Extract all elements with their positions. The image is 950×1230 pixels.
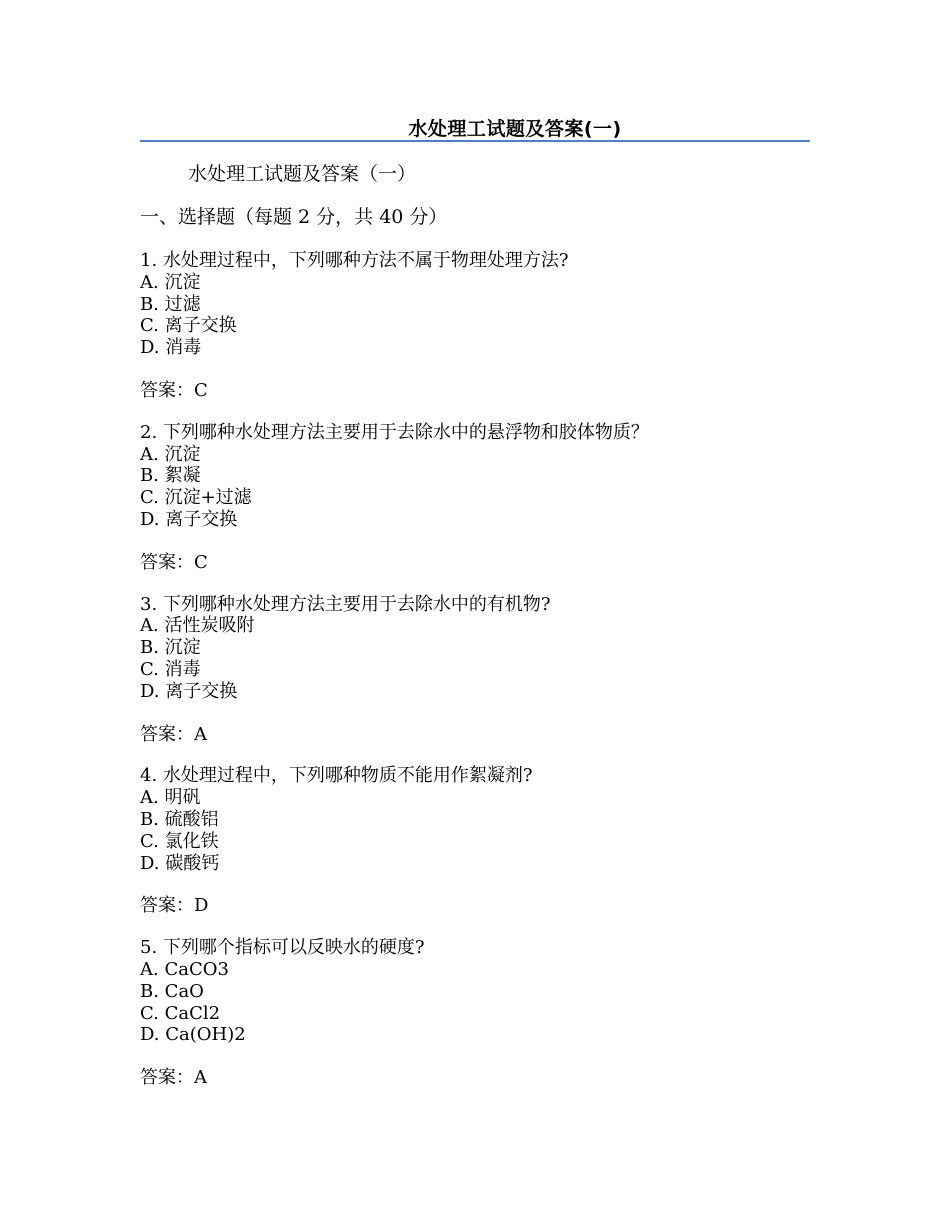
option-c: C. 消毒 [140,658,201,680]
answer: 答案：C [140,551,208,573]
question-text: 1. 水处理过程中，下列哪种方法不属于物理处理方法? [140,250,569,271]
option-b: B. CaO [140,980,204,1002]
option-c: C. 氯化铁 [140,830,219,852]
option-b: B. 过滤 [140,293,201,315]
option-d: D. Ca(OH)2 [140,1024,246,1046]
option-d: D. 消毒 [140,337,202,359]
option-d: D. 离子交换 [140,680,238,702]
option-c: C. CaCl2 [140,1002,221,1024]
question-1 [140,250,820,402]
question-text: 4. 水处理过程中，下列哪种物质不能用作絮凝剂? [140,765,533,787]
option-d: D. 碳酸钙 [140,852,220,874]
option-b: B. 絮凝 [140,465,201,487]
document-title: 水处理工试题及答案（一） [188,163,417,185]
question-2 [140,422,820,574]
option-c: C. 离子交换 [140,315,237,337]
option-a: A. 活性炭吸附 [140,615,255,637]
document-body [140,162,820,1109]
answer: 答案：D [140,895,209,917]
question-text: 3. 下列哪种水处理方法主要用于去除水中的有机物? [140,593,551,615]
header-title: 水处理工试题及答案(一) [408,118,622,140]
answer: 答案：A [140,1067,207,1089]
option-b: B. 沉淀 [140,637,201,659]
option-b: B. 硫酸铝 [140,808,219,830]
option-c: C. 沉淀+过滤 [140,487,252,509]
question-text: 5. 下列哪个指标可以反映水的硬度? [140,937,425,959]
question-4 [140,765,820,917]
question-text: 2. 下列哪种水处理方法主要用于去除水中的悬浮物和胶体物质？ [140,421,649,443]
option-a: A. 明矾 [140,787,201,809]
answer: 答案：C [140,379,208,401]
question-3 [140,594,820,746]
question-5 [140,937,820,1089]
option-a: A. 沉淀 [140,271,201,293]
option-a: A. 沉淀 [140,443,201,465]
option-a: A. CaCO3 [140,958,229,980]
page-header [140,110,810,142]
option-d: D. 离子交换 [140,508,238,530]
answer: 答案：A [140,723,207,745]
section-title: 一、选择题（每题 2 分，共 40 分） [140,206,448,228]
